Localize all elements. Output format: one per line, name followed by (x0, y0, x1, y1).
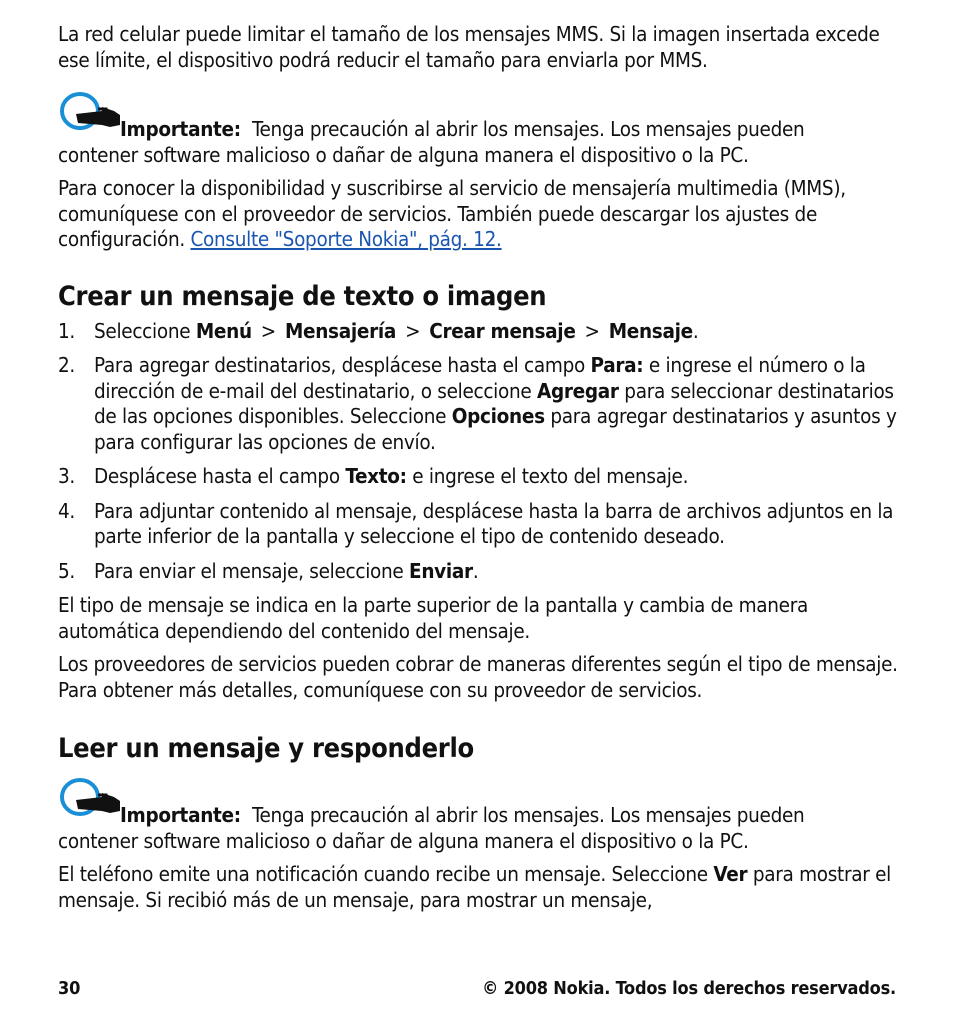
list-item (58, 559, 898, 585)
important-text-line1: Tenga precaución al abrir los mensajes. Los mensajes pueden (251, 117, 805, 141)
step-text: . (472, 558, 479, 583)
step-text: Desplácese hasta el campo (94, 464, 340, 488)
important-line-1 (58, 89, 898, 143)
step-number: 1. (58, 318, 75, 343)
field-name: Texto: (345, 464, 407, 488)
step-text: e ingrese el texto del mensaje. (412, 464, 689, 488)
option-name: Ver (713, 862, 748, 886)
support-link[interactable]: Consulte "Soporte Nokia", pág. 12. (190, 227, 502, 251)
step-text: para agregar destinatarios y asuntos y para configurar las opciones de envío. (94, 404, 897, 454)
paragraph-text: para mostrar el mensaje. Si recibió más de un mensaje, para mostrar un mensaje, (58, 862, 891, 912)
notification-paragraph (58, 862, 898, 913)
important-text-line1: Tenga precaución al abrir los mensajes. Los mensajes pueden (251, 803, 805, 827)
step-text: . (692, 318, 699, 343)
list-item (58, 319, 898, 345)
path-separator: > (584, 318, 600, 343)
step-text: e ingrese el número o la dirección de e-mail del destinatario, o seleccione (94, 353, 866, 403)
list-item (58, 464, 898, 490)
list-item (58, 353, 898, 455)
create-steps-list (58, 319, 898, 585)
important-label: Importante: (120, 117, 241, 141)
path-separator: > (260, 318, 276, 343)
step-number: 4. (58, 498, 75, 523)
important-label: Importante: (120, 803, 241, 827)
section-heading-create: Crear un mensaje de texto o imagen (58, 280, 547, 312)
message-type-paragraph: El tipo de mensaje se indica en la parte superior de la pantalla y cambia de manera automática dependiendo del contenido del mensaje. (58, 593, 808, 643)
important-text-line2: contener software malicioso o dañar de alguna manera el dispositivo o la PC. (58, 142, 749, 167)
menu-path-item: Mensaje (608, 318, 693, 343)
list-item (58, 499, 898, 550)
page-content (58, 22, 898, 921)
step-text: Seleccione (94, 318, 191, 343)
important-hand-icon (58, 89, 124, 141)
paragraph-text: El teléfono emite una notificación cuando recibe un mensaje. Seleccione (58, 862, 708, 886)
step-text: Para adjuntar contenido al mensaje, desplácese hasta la barra de archivos adjuntos en la parte inferior de la pantalla y seleccione el tipo de contenido deseado. (94, 498, 894, 548)
important-text-line2: contener software malicioso o dañar de alguna manera el dispositivo o la PC. (58, 828, 749, 853)
page-number: 30 (58, 978, 81, 999)
important-line-1 (58, 775, 898, 829)
important-notice-2 (58, 775, 898, 854)
menu-path-item: Menú (195, 318, 252, 343)
menu-path-item: Crear mensaje (429, 318, 576, 343)
field-name: Para: (590, 353, 644, 377)
mms-paragraph (58, 176, 898, 253)
intro-paragraph: La red celular puede limitar el tamaño de los mensajes MMS. Si la imagen insertada excede ese límite, el dispositivo podrá reducir el tamaño para enviarla por MMS. (58, 22, 880, 72)
page-footer (58, 978, 896, 999)
important-hand-icon (58, 775, 124, 827)
mms-text: Para conocer la disponibilidad y suscribirse al servicio de mensajería multimedia (MMS), comuníquese con el proveedor de servicios. También puede descargar los ajustes de configuración. (58, 176, 846, 251)
provider-cost-paragraph: Los proveedores de servicios pueden cobrar de maneras diferentes según el tipo de mensaje. Para obtener más detalles, comuníquese con su proveedor de servicios. (58, 652, 898, 702)
menu-path-item: Mensajería (284, 318, 397, 343)
step-number: 5. (58, 558, 75, 583)
step-text: Para enviar el mensaje, seleccione (94, 558, 404, 583)
option-name: Agregar (537, 378, 619, 403)
important-notice-1 (58, 89, 898, 168)
step-number: 2. (58, 353, 75, 377)
option-name: Enviar (409, 558, 473, 583)
section-heading-read: Leer un mensaje y responderlo (58, 733, 474, 764)
step-text: para seleccionar destinatarios de las opciones disponibles. Seleccione (94, 378, 894, 428)
option-name: Opciones (451, 404, 545, 428)
step-text: Para agregar destinatarios, desplácese hasta el campo (94, 353, 585, 377)
copyright: © 2008 Nokia. Todos los derechos reservados. (482, 978, 896, 999)
step-number: 3. (58, 464, 75, 488)
path-separator: > (405, 318, 421, 343)
